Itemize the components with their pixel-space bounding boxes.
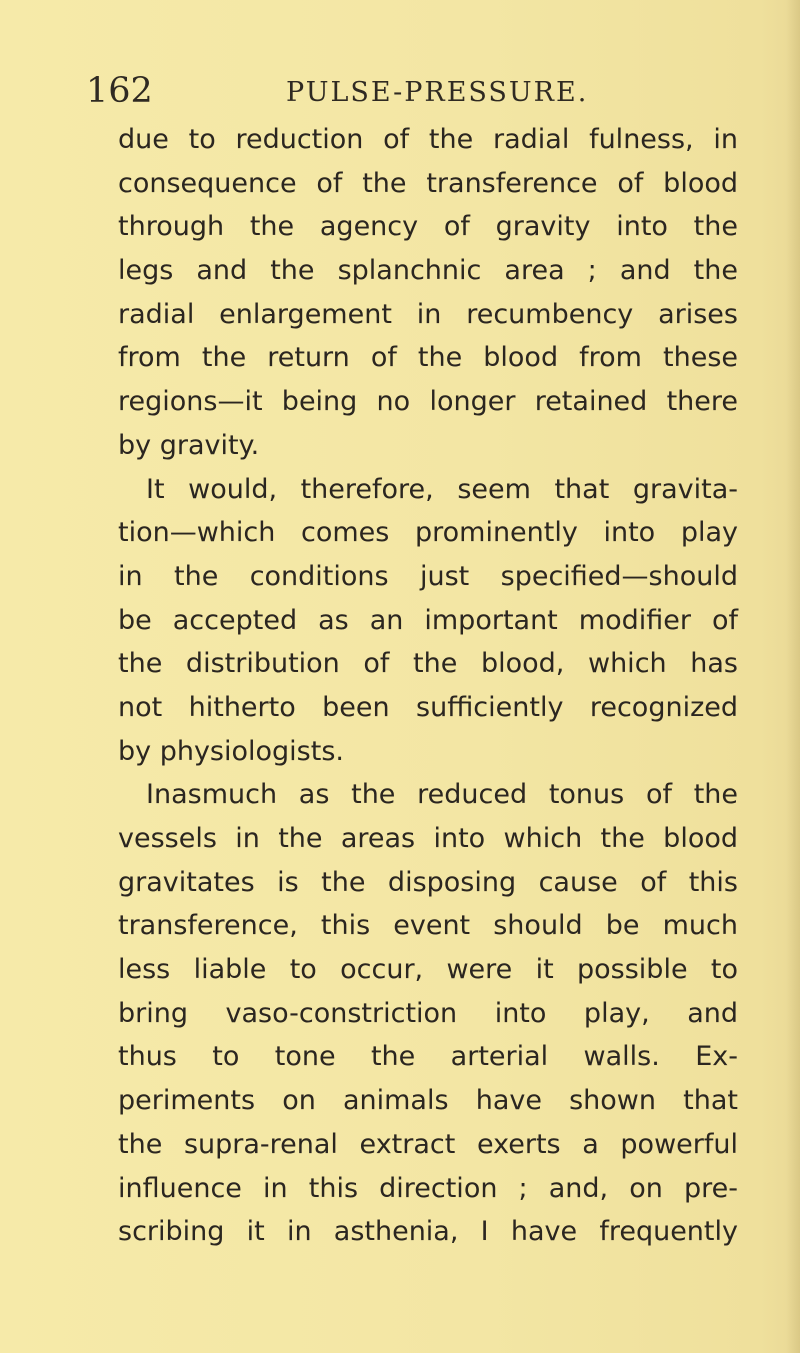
text-line: the distribution of the blood, which has	[118, 648, 738, 680]
text-line: by gravity.	[118, 429, 260, 461]
text-line: thus to tone the arterial walls. Ex-	[118, 1041, 738, 1073]
text-line: Inasmuch as the reduced tonus of the	[146, 779, 738, 811]
text-line: scribing it in asthenia, I have frequently	[118, 1216, 738, 1248]
text-line: bring vaso-constriction into play, and	[118, 997, 738, 1029]
text-line: It would, therefore, seem that gravita-	[146, 473, 738, 505]
text-line: the supra-renal extract exerts a powerful	[118, 1128, 738, 1160]
page-number: 162	[86, 71, 153, 111]
text-line: transference, this event should be much	[118, 910, 738, 942]
running-head	[86, 66, 686, 116]
text-line: be accepted as an important modifier of	[118, 604, 738, 636]
text-line: vessels in the areas into which the blood	[118, 823, 738, 854]
text-line: by physiologists.	[118, 735, 344, 767]
text-line: tion—which comes prominently into play	[118, 517, 738, 549]
text-line: due to reduction of the radial fulness, in	[118, 124, 738, 155]
text-line: not hitherto been sufficiently recognized	[118, 691, 738, 723]
body-text	[118, 118, 738, 1254]
running-title: PULSE-PRESSURE.	[286, 77, 589, 108]
text-line: in the conditions just specified—should	[118, 560, 738, 592]
text-line: periments on animals have shown that	[118, 1085, 738, 1117]
text-line: gravitates is the disposing cause of this	[118, 866, 738, 898]
text-line: regions—it being no longer retained there	[118, 386, 738, 418]
text-line: consequence of the transference of blood	[118, 167, 738, 199]
text-line: radial enlargement in recumbency arises	[118, 298, 738, 330]
text-line: from the return of the blood from these	[118, 342, 738, 374]
text-line: through the agency of gravity into the	[118, 211, 738, 243]
text-line: less liable to occur, were it possible to	[118, 954, 738, 986]
text-line: influence in this direction ; and, on pre-	[118, 1172, 738, 1204]
page-edge-shadow	[786, 0, 800, 1353]
text-line: legs and the splanchnic area ; and the	[118, 255, 738, 287]
